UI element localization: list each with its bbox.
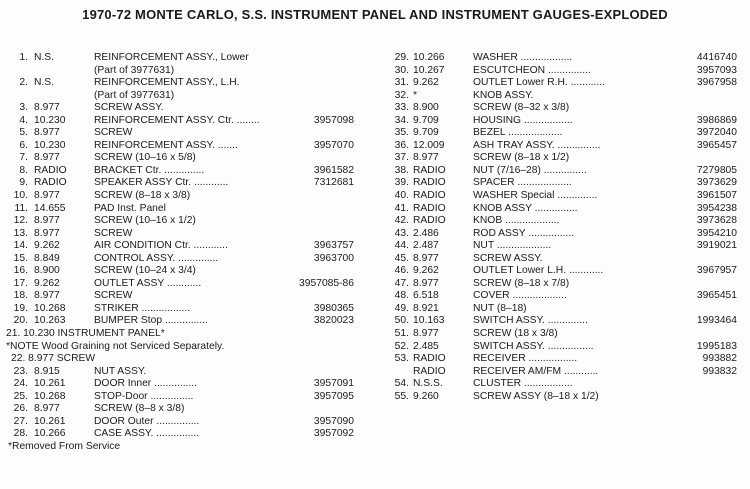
parts-row <box>4 265 354 278</box>
parts-row <box>4 315 354 328</box>
part-description: SCREW (10–24 x 3/4) <box>94 265 196 277</box>
group-number: 6.518 <box>413 290 439 302</box>
part-description: SCREW (8–18 x 7/8) <box>473 277 570 289</box>
part-description: ASH TRAY ASSY. ............... <box>473 139 601 151</box>
part-description: SPACER ................... <box>473 177 572 189</box>
group-number: RADIO <box>413 190 446 202</box>
part-number: 3986869 <box>696 114 737 126</box>
item-number: 4. <box>19 114 28 126</box>
group-number: 10.261 <box>34 415 66 427</box>
parts-row <box>4 177 354 190</box>
parts-row <box>385 378 737 391</box>
group-number: RADIO <box>413 202 446 214</box>
screw-row-text: 22. 8.977 SCREW <box>11 353 96 365</box>
item-number: 2. <box>19 77 28 89</box>
item-number: 41. <box>394 202 409 214</box>
item-number: 45. <box>394 252 409 264</box>
part-description: OUTLET Lower L.H. ............ <box>473 265 604 277</box>
parts-row <box>385 203 737 216</box>
group-number: 9.262 <box>34 277 60 289</box>
item-number: 11. <box>14 202 28 214</box>
parts-row <box>385 366 737 379</box>
parts-row <box>4 77 354 90</box>
part-description: SCREW (8–18 x 3/8) <box>94 190 191 202</box>
group-number: 10.266 <box>413 52 445 63</box>
item-number: 26. <box>13 403 28 415</box>
item-number: 23. <box>13 365 28 377</box>
part-description: WASHER Special .............. <box>473 190 598 202</box>
parts-row <box>4 52 354 65</box>
parts-row <box>385 90 737 103</box>
parts-row <box>385 265 737 278</box>
group-number: 10.263 <box>34 315 66 327</box>
group-number: 8.977 <box>34 102 60 114</box>
part-number: 3919021 <box>696 240 737 252</box>
item-number: 14. <box>13 240 28 252</box>
part-description: CASE ASSY. ............... <box>94 428 200 440</box>
part-description: SCREW ASSY (8–18 x 1/2) <box>473 390 599 402</box>
item-number: 51. <box>394 328 409 340</box>
item-number: 28. <box>13 428 28 440</box>
part-description: BUMPER Stop ............... <box>94 315 208 327</box>
item-number: 46. <box>394 265 409 277</box>
parts-row <box>385 240 737 253</box>
part-description: SCREW (10–16 x 5/8) <box>94 152 196 164</box>
group-number: 10.267 <box>413 64 445 76</box>
parts-row <box>4 203 354 216</box>
part-description: REINFORCEMENT ASSY. ....... <box>94 139 238 151</box>
parts-row <box>385 228 737 241</box>
parts-row <box>4 290 354 303</box>
part-description: SCREW <box>94 290 133 302</box>
group-number: 2.485 <box>413 340 439 352</box>
part-description: SCREW (18 x 3/8) <box>473 328 558 340</box>
parts-row <box>385 315 737 328</box>
part-number: 3954238 <box>696 202 737 214</box>
part-description: SCREW (10–16 x 1/2) <box>94 215 196 227</box>
part-number: 3954210 <box>696 227 737 239</box>
part-description: REINFORCEMENT ASSY. Ctr. ........ <box>94 114 260 126</box>
group-number: RADIO <box>413 365 446 377</box>
item-number: 54. <box>394 378 409 390</box>
part-description: SCREW (8–32 x 3/8) <box>473 102 570 114</box>
group-number: RADIO <box>413 353 446 365</box>
group-number: 8.977 <box>34 227 60 239</box>
group-number: RADIO <box>34 164 67 176</box>
part-description: NUT ................... <box>473 240 552 252</box>
part-description: CLUSTER ................. <box>473 378 573 390</box>
item-number: 31. <box>394 77 409 89</box>
panel-row <box>4 328 354 341</box>
item-number: 39. <box>394 177 409 189</box>
item-number: 10. <box>13 190 28 202</box>
item-number: 43. <box>394 227 409 239</box>
part-description: NUT (7/16–28) ............... <box>473 164 587 176</box>
item-number: 16. <box>13 265 28 277</box>
part-description: BRACKET Ctr. .............. <box>94 164 205 176</box>
part-number: 3957070 <box>313 139 354 151</box>
item-number: 52. <box>394 340 409 352</box>
part-description: WASHER .................. <box>473 52 573 63</box>
group-number: 8.900 <box>34 265 60 277</box>
parts-row <box>4 115 354 128</box>
item-number: 27. <box>13 415 28 427</box>
group-number: 8.977 <box>34 152 60 164</box>
item-number: 48. <box>394 290 409 302</box>
item-number: 30. <box>394 64 409 76</box>
part-description: NUT ASSY. <box>94 365 147 377</box>
item-number: 38. <box>394 164 409 176</box>
parts-list-left <box>4 52 354 454</box>
part-description: SCREW <box>94 227 133 239</box>
item-number: 6. <box>19 139 28 151</box>
parts-row <box>4 240 354 253</box>
group-number: 8.977 <box>413 152 439 164</box>
item-number: 13. <box>13 227 28 239</box>
part-description: ESCUTCHEON ............... <box>473 64 591 76</box>
part-description: DOOR Outer ............... <box>94 415 200 427</box>
parts-row <box>4 127 354 140</box>
parts-row <box>385 177 737 190</box>
group-number: * <box>413 89 418 101</box>
part-number: 3961507 <box>696 190 737 202</box>
item-number: 15. <box>13 252 28 264</box>
parts-row <box>4 428 354 441</box>
part-description: AIR CONDITION Ctr. ............ <box>94 240 228 252</box>
part-number: 3973629 <box>696 177 737 189</box>
item-number: 34. <box>394 114 409 126</box>
part-number: 1995183 <box>696 340 737 352</box>
group-number: N.S. <box>34 77 55 89</box>
group-number: 10.230 <box>34 114 66 126</box>
group-number: N.S. <box>34 52 55 63</box>
parts-row <box>385 328 737 341</box>
part-number: 3963757 <box>313 240 354 252</box>
group-number: 8.977 <box>413 277 439 289</box>
group-number: RADIO <box>413 177 446 189</box>
item-number: 35. <box>394 127 409 139</box>
part-description: SCREW (8–18 x 1/2) <box>473 152 570 164</box>
part-number: 3957093 <box>696 64 737 76</box>
group-number: 8.977 <box>34 127 60 139</box>
part-description: KNOB ASSY ............... <box>473 202 578 214</box>
parts-row <box>385 127 737 140</box>
parts-row <box>385 278 737 291</box>
part-number: 3965457 <box>696 139 737 151</box>
part-description: REINFORCEMENT ASSY., Lower <box>94 52 249 63</box>
part-description: (Part of 3977631) <box>94 89 175 101</box>
parts-row <box>385 353 737 366</box>
part-description: SCREW (8–8 x 3/8) <box>94 403 185 415</box>
group-number: 8.915 <box>34 365 60 377</box>
panel-note-text: *NOTE Wood Graining not Serviced Separately. <box>6 340 225 352</box>
item-number: 3. <box>19 102 28 114</box>
parts-row <box>385 65 737 78</box>
item-number: 12. <box>13 215 28 227</box>
group-number: RADIO <box>413 164 446 176</box>
part-number: 3972040 <box>696 127 737 139</box>
parts-row <box>385 303 737 316</box>
group-number: 9.709 <box>413 114 439 126</box>
part-description: SCREW ASSY. <box>473 252 543 264</box>
item-number: 40. <box>394 190 409 202</box>
part-number: 3820023 <box>313 315 354 327</box>
parts-row <box>4 303 354 316</box>
group-number: 10.266 <box>34 428 66 440</box>
item-number: 9. <box>19 177 28 189</box>
part-description: NUT (8–18) <box>473 302 527 314</box>
part-description: SPEAKER ASSY Ctr. ............ <box>94 177 229 189</box>
item-number: 50. <box>394 315 409 327</box>
part-description: ROD ASSY ................ <box>473 227 575 239</box>
part-description: RECEIVER AM/FM ............ <box>473 365 599 377</box>
part-description: SWITCH ASSY. ................ <box>473 340 594 352</box>
part-number: 3967958 <box>696 77 737 89</box>
item-number: 37. <box>394 152 409 164</box>
item-number: 36. <box>394 139 409 151</box>
item-number: 7. <box>19 152 28 164</box>
parts-row <box>385 77 737 90</box>
parts-row <box>4 391 354 404</box>
part-number: 3973628 <box>696 215 737 227</box>
group-number: 8.977 <box>34 290 60 302</box>
group-number: 8.977 <box>34 190 60 202</box>
part-description: PAD Inst. Panel <box>94 202 166 214</box>
item-number: 18. <box>13 290 28 302</box>
group-number: 10.261 <box>34 378 66 390</box>
group-number: 14.655 <box>34 202 66 214</box>
group-number: 8.849 <box>34 252 60 264</box>
group-number: 8.921 <box>413 302 439 314</box>
item-number: 29. <box>394 52 409 63</box>
parts-row <box>385 253 737 266</box>
item-number: 49. <box>394 302 409 314</box>
item-number: 47. <box>394 277 409 289</box>
group-number: N.S.S. <box>413 378 443 390</box>
part-number: 3963700 <box>313 252 354 264</box>
parts-row <box>385 165 737 178</box>
parts-row <box>4 190 354 203</box>
group-number: 8.977 <box>34 215 60 227</box>
part-description: SWITCH ASSY. .............. <box>473 315 588 327</box>
part-description: COVER ................... <box>473 290 567 302</box>
part-number: 3961582 <box>313 164 354 176</box>
panel-row-text: 21. 10.230 INSTRUMENT PANEL* <box>6 328 165 340</box>
item-number: 5. <box>19 127 28 139</box>
part-description: SCREW <box>94 127 133 139</box>
parts-row <box>385 190 737 203</box>
parts-row <box>4 65 354 78</box>
item-number: 17. <box>13 277 28 289</box>
part-description: HOUSING ................. <box>473 114 573 126</box>
parts-row <box>385 102 737 115</box>
part-number: 3957085-86 <box>299 277 354 289</box>
parts-row <box>4 253 354 266</box>
group-number: 2.487 <box>413 240 439 252</box>
part-number: 3957095 <box>313 390 354 402</box>
parts-row <box>385 52 737 65</box>
parts-row <box>385 290 737 303</box>
group-number: 8.977 <box>413 328 439 340</box>
part-description: DOOR Inner ............... <box>94 378 197 390</box>
part-number: 3957098 <box>313 114 354 126</box>
panel-note <box>4 341 354 354</box>
part-number: 993882 <box>702 353 737 365</box>
part-number: 1993464 <box>696 315 737 327</box>
parts-row <box>385 140 737 153</box>
part-description: OUTLET Lower R.H. ............ <box>473 77 605 89</box>
group-number: 9.260 <box>413 390 439 402</box>
group-number: 9.709 <box>413 127 439 139</box>
item-number: 55. <box>394 390 409 402</box>
parts-row <box>4 278 354 291</box>
part-number: 3980365 <box>313 302 354 314</box>
part-number: 3957092 <box>313 428 354 440</box>
item-number: 33. <box>394 102 409 114</box>
group-number: 9.262 <box>413 77 439 89</box>
item-number: 19. <box>13 302 28 314</box>
parts-row <box>385 341 737 354</box>
part-description: (Part of 3977631) <box>94 64 175 76</box>
part-number: 3957091 <box>313 378 354 390</box>
item-number: 1. <box>19 52 28 63</box>
part-number: 7279805 <box>696 164 737 176</box>
parts-row <box>4 416 354 429</box>
item-number: 42. <box>394 215 409 227</box>
parts-row <box>4 228 354 241</box>
item-number: 44. <box>394 240 409 252</box>
page-title: 1970-72 MONTE CARLO, S.S. INSTRUMENT PANEL AND INSTRUMENT GAUGES-EXPLODED <box>82 7 668 22</box>
group-number: 10.163 <box>413 315 445 327</box>
parts-row <box>385 152 737 165</box>
group-number: RADIO <box>34 177 67 189</box>
group-number: 12.009 <box>413 139 445 151</box>
part-number: 4416740 <box>696 52 737 63</box>
group-number: 10.268 <box>34 302 66 314</box>
part-description: RECEIVER ................. <box>473 353 578 365</box>
group-number: 9.262 <box>413 265 439 277</box>
group-number: 8.900 <box>413 102 439 114</box>
item-number: 20. <box>13 315 28 327</box>
part-description: KNOB ................... <box>473 215 560 227</box>
group-number: 10.268 <box>34 390 66 402</box>
parts-row <box>4 378 354 391</box>
part-description: REINFORCEMENT ASSY., L.H. <box>94 77 240 89</box>
part-number: 993832 <box>702 365 737 377</box>
part-description: STRIKER ................. <box>94 302 191 314</box>
group-number: 2.486 <box>413 227 439 239</box>
parts-row <box>4 215 354 228</box>
group-number: 10.230 <box>34 139 66 151</box>
parts-row <box>385 115 737 128</box>
part-number: 3957090 <box>313 415 354 427</box>
footnote <box>4 441 354 454</box>
group-number: 8.977 <box>413 252 439 264</box>
footnote-text: *Removed From Service <box>8 440 121 452</box>
part-description: STOP-Door ............... <box>94 390 194 402</box>
screw-row <box>4 353 354 366</box>
parts-row <box>4 152 354 165</box>
item-number: 53. <box>394 353 409 365</box>
group-number: 9.262 <box>34 240 60 252</box>
parts-row <box>4 165 354 178</box>
group-number: 8.977 <box>34 403 60 415</box>
parts-row <box>4 366 354 379</box>
part-description: SCREW ASSY. <box>94 102 164 114</box>
part-number: 3967957 <box>696 265 737 277</box>
part-number: 7312681 <box>313 177 354 189</box>
parts-row <box>4 90 354 103</box>
item-number: 32. <box>394 89 409 101</box>
group-number: RADIO <box>413 215 446 227</box>
parts-row <box>385 215 737 228</box>
parts-row <box>4 102 354 115</box>
item-number: 25. <box>13 390 28 402</box>
part-description: CONTROL ASSY. .............. <box>94 252 219 264</box>
parts-row <box>385 391 737 404</box>
parts-list-right <box>385 52 737 403</box>
item-number: 24. <box>13 378 28 390</box>
part-description: BEZEL ................... <box>473 127 563 139</box>
item-number: 8. <box>19 164 28 176</box>
part-description: OUTLET ASSY ............ <box>94 277 202 289</box>
part-number: 3965451 <box>696 290 737 302</box>
parts-row <box>4 403 354 416</box>
parts-row <box>4 140 354 153</box>
part-description: KNOB ASSY. <box>473 89 534 101</box>
